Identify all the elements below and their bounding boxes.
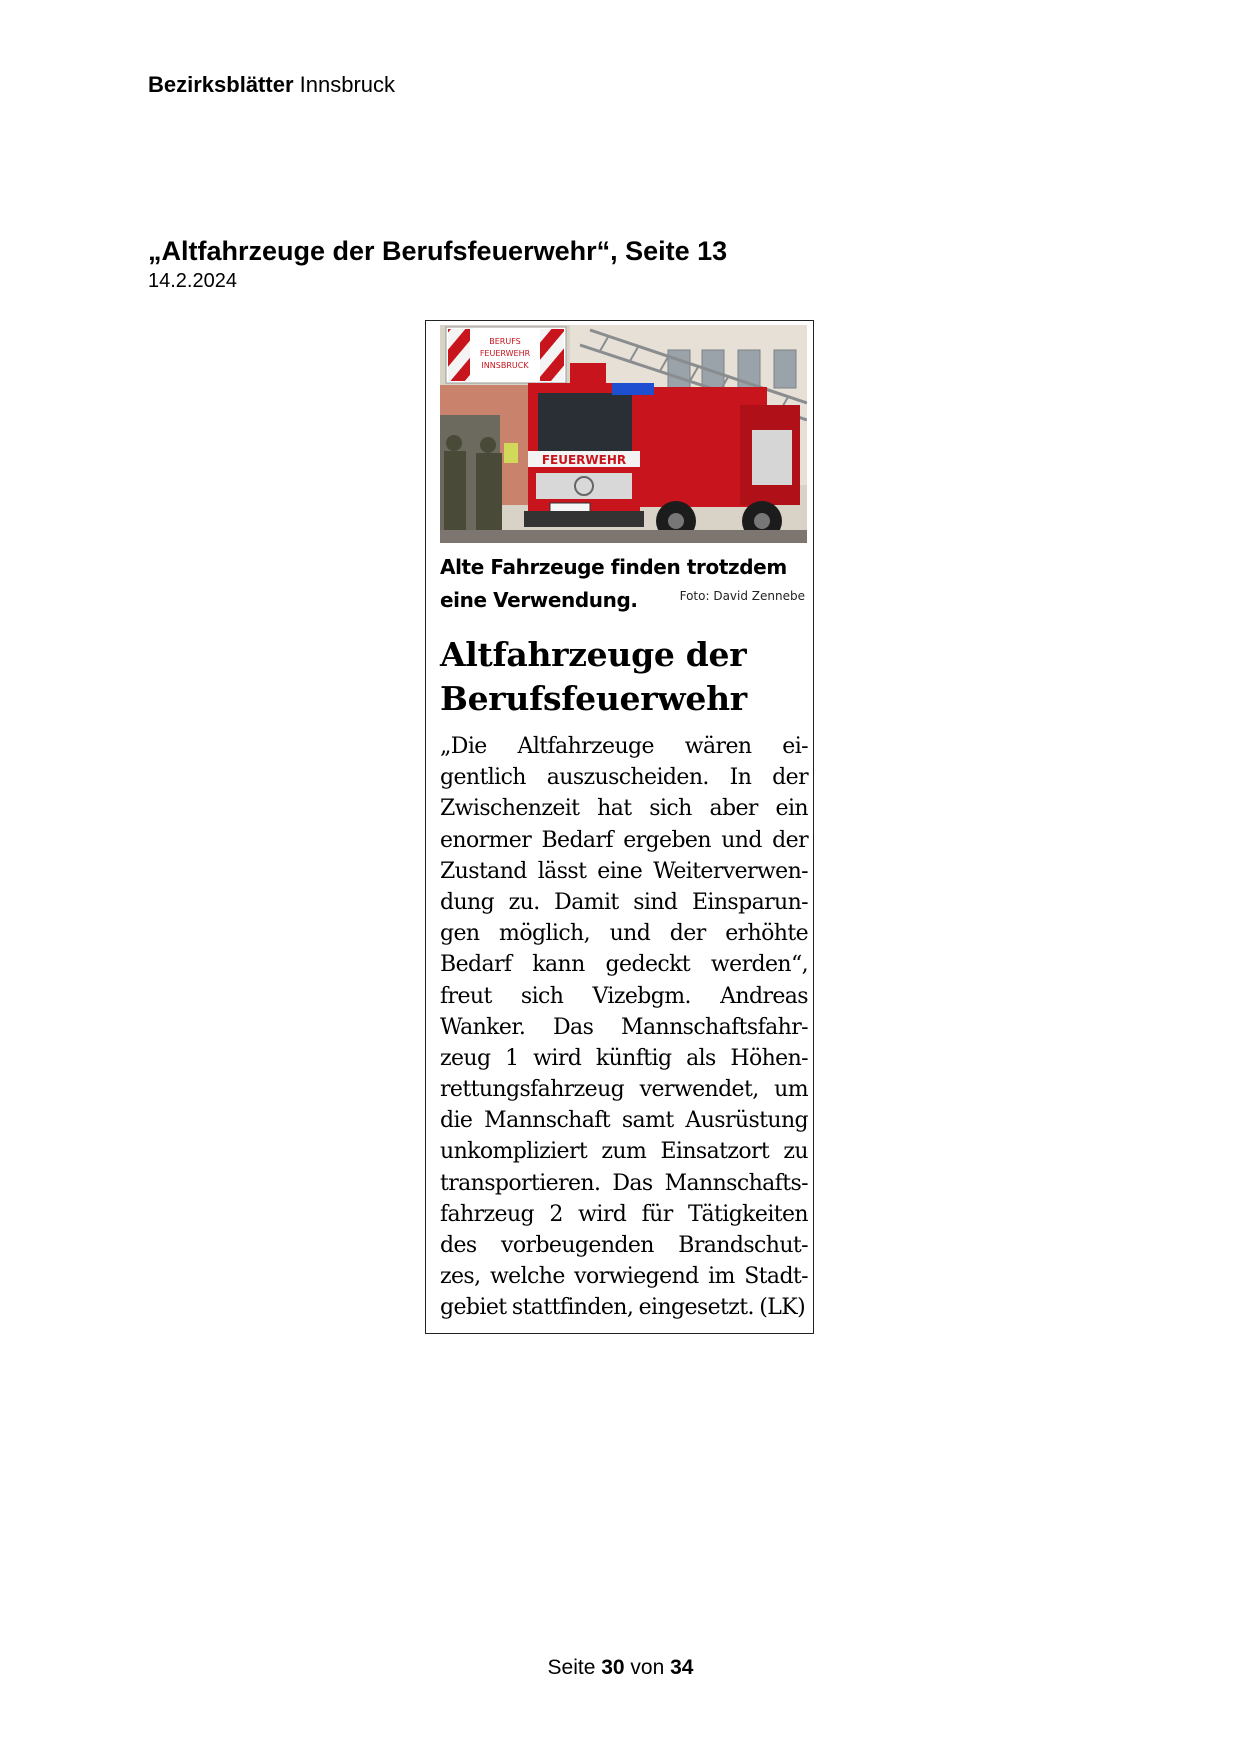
body-line: unkompliziert zum Einsatzort zu [440, 1139, 808, 1165]
body-line: freut sich Vizebgm. Andreas [440, 983, 808, 1009]
fire-truck-photo [440, 325, 807, 543]
article-headline [440, 633, 807, 721]
body-line: enormer Bedarf ergeben und der [440, 827, 808, 853]
caption-line: eine Verwendung. [440, 588, 638, 612]
publication-brand: Bezirksblätter [148, 72, 294, 97]
sign-line-1: BERUFS [489, 337, 521, 346]
footer-prefix: Seite [547, 1656, 602, 1679]
body-line: Zwischenzeit hat sich aber ein [440, 796, 808, 822]
body-line: rettungsfahrzeug verwendet, um [440, 1077, 808, 1103]
sign-line-2: FEUERWEHR [479, 349, 531, 358]
body-line: gentlich auszuscheiden. In der [440, 765, 808, 791]
clipping-title: „Altfahrzeuge der Berufsfeuerwehr“, Seite 13 [148, 236, 728, 266]
body-line: zes, welche vorwiegend im Stadt- [440, 1264, 808, 1290]
body-line: Zustand lässt eine Weiterverwen- [440, 858, 808, 884]
current-page-number: 30 [601, 1656, 625, 1679]
body-line: dung zu. Damit sind Einsparun- [440, 889, 808, 915]
photo-credit: Foto: David Zennebe [679, 589, 805, 603]
caption-line: Alte Fahrzeuge finden trotzdem [440, 555, 787, 579]
headline-line: Berufsfeuerwehr [440, 679, 747, 718]
body-line: transportieren. Das Mannschafts- [440, 1170, 808, 1196]
page-footer [0, 1656, 1241, 1680]
body-line: gebiet stattfinden, eingesetzt. (LK) [440, 1295, 806, 1321]
footer-middle: von [624, 1656, 671, 1679]
article-body [440, 731, 808, 1324]
newspaper-clipping [425, 320, 814, 1334]
photo-caption [440, 551, 807, 617]
body-line: die Mannschaft samt Ausrüstung [440, 1108, 808, 1134]
clipping-date: 14.2.2024 [148, 270, 237, 292]
truck-lettering: FEUERWEHR [541, 453, 627, 467]
publication-name [148, 72, 395, 98]
body-line: zeug 1 wird künftig als Höhen- [440, 1045, 808, 1071]
body-line: Bedarf kann gedeckt werden“, [440, 952, 808, 978]
publication-region: Innsbruck [293, 72, 396, 97]
body-line: „Die Altfahrzeuge wären ei- [440, 734, 808, 759]
total-page-count: 34 [670, 1656, 694, 1679]
headline-line: Altfahrzeuge der [440, 635, 747, 674]
body-line: Wanker. Das Mannschaftsfahr- [440, 1014, 808, 1040]
body-line: fahrzeug 2 wird für Tätigkeiten [440, 1201, 808, 1227]
body-line: gen möglich, und der erhöhte [440, 921, 808, 947]
sign-line-3: INNSBRUCK [481, 361, 529, 370]
body-line: des vorbeugenden Brandschut- [440, 1233, 808, 1258]
